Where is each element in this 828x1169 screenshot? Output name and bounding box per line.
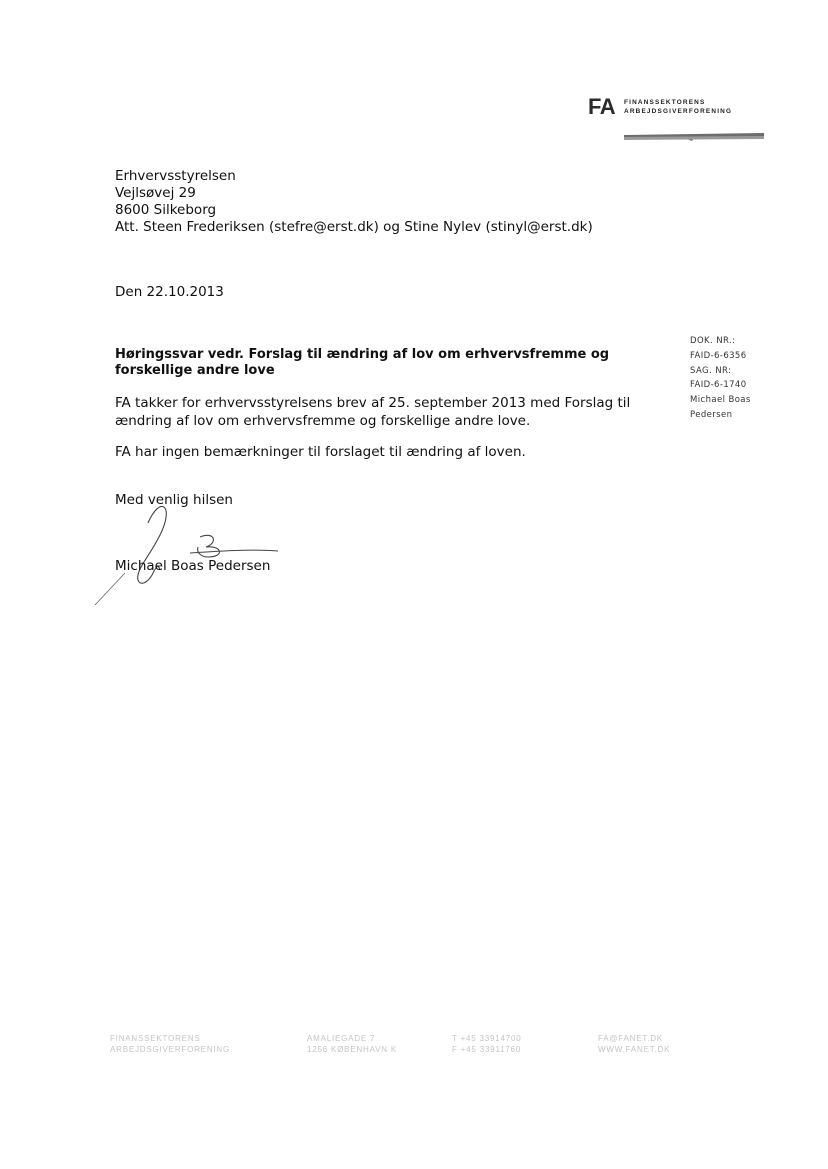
sag-value: FAID-6-1740: [690, 380, 747, 391]
dok-value: FAID-6-6356: [690, 350, 747, 361]
paragraph-1-line-2: ændring af lov om erhvervsfremme og forskellige andre love.: [115, 412, 531, 429]
logo-swoosh-graphic: [624, 131, 764, 145]
recipient-attention: Att. Steen Frederiksen (stefre@erst.dk) og Stine Nylev (stinyl@erst.dk): [115, 219, 593, 235]
recipient-street: Vejlsøvej 29: [115, 185, 196, 201]
letter-subject: [115, 347, 635, 378]
footer-organization: [110, 1034, 230, 1055]
logo-line-2: ARBEJDSGIVERFORENING: [624, 108, 733, 115]
logo-line-1: FINANSSEKTORENS: [624, 99, 706, 106]
footer-phone: T +45 33914700: [452, 1034, 522, 1043]
logo-wordmark: [624, 98, 732, 116]
recipient-name: Erhvervsstyrelsen: [115, 168, 236, 184]
logo-initials: FA: [588, 94, 616, 119]
footer-address-line-1: AMALIEGADE 7: [307, 1034, 376, 1043]
sag-label: SAG. NR:: [690, 365, 732, 376]
footer-address-line-2: 1256 KØBENHAVN K: [307, 1044, 398, 1054]
footer-fax: F +45 33911760: [452, 1044, 522, 1054]
contact-line-2: Pedersen: [690, 409, 733, 420]
letter-date: Den 22.10.2013: [115, 284, 224, 300]
letterhead-logo: [588, 96, 768, 152]
dok-label: DOK. NR.:: [690, 336, 736, 346]
footer-org-line-1: FINANSSEKTORENS: [110, 1034, 201, 1043]
handwritten-signature: [90, 495, 290, 605]
footer-email[interactable]: FA@FANET.DK: [598, 1034, 663, 1043]
contact-line-1: Michael Boas: [690, 395, 751, 406]
footer-phone-fax: [452, 1034, 522, 1055]
footer-website[interactable]: WWW.FANET.DK: [598, 1044, 671, 1054]
body-paragraph-2: FA har ingen bemærkninger til forslaget til ændring af loven.: [115, 444, 526, 460]
recipient-city: 8600 Silkeborg: [115, 202, 217, 218]
paragraph-1-line-1: FA takker for erhvervsstyrelsens brev af 25. september 2013 med Forslag til: [115, 395, 631, 411]
footer-address: [307, 1034, 397, 1055]
subject-line-1: Høringssvar vedr. Forslag til ændring af lov om erhvervsfremme og: [115, 347, 610, 362]
footer-org-line-2: ARBEJDSGIVERFORENING: [110, 1044, 231, 1054]
closing-salutation: Med venlig hilsen: [115, 492, 233, 508]
body-paragraph-1: [115, 395, 645, 430]
recipient-address: [115, 168, 593, 236]
subject-line-2: forskellige andre love: [115, 362, 275, 378]
signer-name: Michael Boas Pedersen: [115, 558, 271, 574]
reference-block: [690, 334, 751, 423]
footer-contact: [598, 1034, 670, 1055]
